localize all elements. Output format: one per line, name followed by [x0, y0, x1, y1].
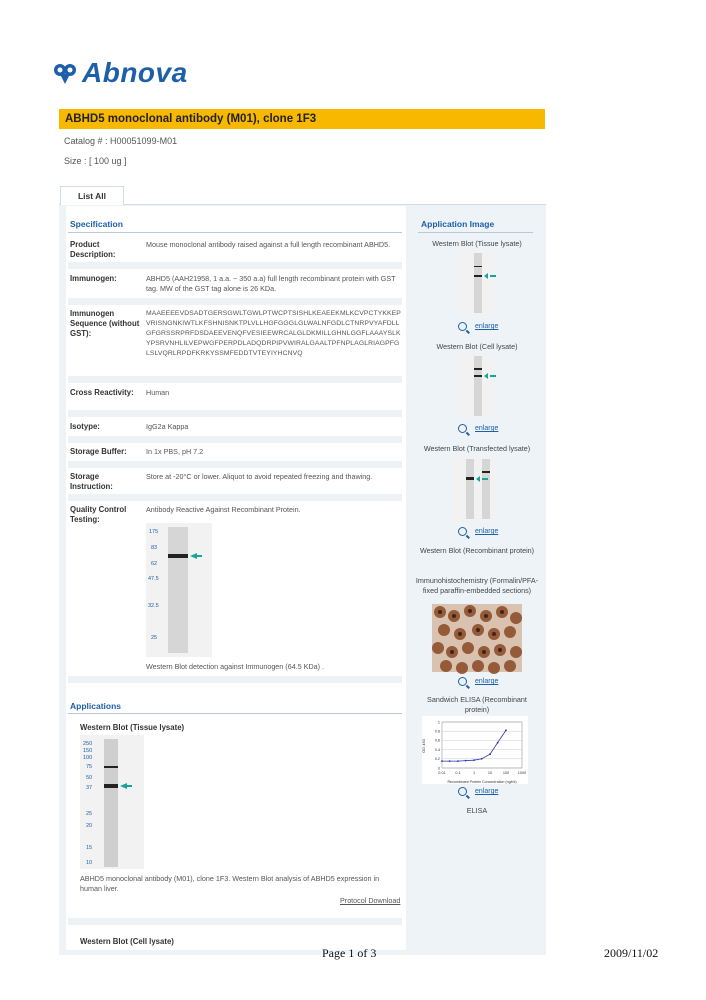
- qc-blot-caption: Western Blot detection against Immunogen (64.5 KDa) .: [146, 662, 325, 671]
- storage-buffer-value: In 1x PBS, pH 7.2: [146, 447, 204, 456]
- immunogen-value: ABHD5 (AAH21958, 1 a.a. ~ 350 a.a) full length recombinant protein with GST tag. MW of the GST tag alone is 26 KDa.: [146, 274, 396, 293]
- storage-instruction-label: Storage Instruction:: [70, 472, 113, 491]
- elisa-data-point: [457, 760, 459, 762]
- thumb-immunohistochemistry[interactable]: [432, 604, 522, 672]
- app-image-title-4: Western Blot (Recombinant protein): [419, 546, 535, 555]
- app-image-title-1: Western Blot (Tissue lysate): [432, 239, 522, 248]
- elisa-ytick-label: 0: [437, 766, 440, 771]
- tissue-lysate-blot-image: [80, 735, 144, 869]
- elisa-data-point: [441, 760, 443, 762]
- enlarge-link-2[interactable]: enlarge: [458, 424, 498, 433]
- enlarge-link-3[interactable]: enlarge: [458, 527, 498, 536]
- storage-buffer-label: Storage Buffer:: [70, 447, 127, 456]
- band-arrow-icon: [476, 476, 480, 482]
- magnifier-icon: [458, 527, 467, 536]
- elisa-xtick-label: 0.01: [438, 771, 446, 775]
- marker-label: 175: [149, 529, 159, 535]
- row-separator: [68, 494, 402, 501]
- app-image-title-3: Western Blot (Transfected lysate): [423, 444, 531, 453]
- band-arrow-icon: [120, 783, 127, 789]
- marker-label: 50: [86, 775, 93, 781]
- app-image-title-5: Immunohistochemistry (Formalin/PFA-fixed paraffin-embedded sections): [415, 576, 539, 595]
- elisa-data-point: [505, 729, 507, 731]
- marker-label: 150: [83, 748, 93, 754]
- immunogen-sequence-value: MAAEEEEVDSADTGERSGWLTGWLPTWCPTSISHLKEAEEKMLKCVPCTYKKEPVRISNGNKIWTLKFSHNISNKTPLVLLHGFGGGLGLWALNFGDLCTNRPVYAFDLLGFGRSSRPRFDSDAEEVENQFVESIEEWRCALGLDKMILLGHNLGGFLAAAYSLKYPSRVNHLILVEPWGFPERPDLADQDRPIPVWIRALGAALTPFNPLAGLRIAGPFGLSLVQRLRPDFKRKYSSMFEDDTVTEYIYHCNVQ: [146, 310, 401, 357]
- magnifier-icon: [458, 424, 467, 433]
- tab-list-all[interactable]: List All: [60, 186, 124, 205]
- blot-band: [482, 471, 490, 473]
- specification-heading: Specification: [70, 219, 123, 229]
- marker-label: 75: [86, 764, 93, 770]
- elisa-data-point: [497, 742, 499, 744]
- storage-instruction-value: Store at -20°C or lower. Aliquot to avoid repeated freezing and thawing.: [146, 472, 373, 481]
- blot-band: [474, 266, 482, 267]
- blot-lane: [474, 253, 482, 313]
- elisa-data-point: [489, 753, 491, 755]
- marker-label: 15: [86, 845, 93, 851]
- isotype-value: IgG2a Kappa: [146, 422, 189, 431]
- product-description-value: Mouse monoclonal antibody raised against a full length recombinant ABHD5.: [146, 240, 391, 249]
- row-separator: [68, 436, 402, 443]
- thumb-wb-tissue-lysate[interactable]: [458, 251, 494, 315]
- elisa-data-point: [481, 758, 483, 760]
- abnova-logo[interactable]: [52, 58, 188, 88]
- row-separator: [68, 376, 402, 383]
- row-separator: [68, 461, 402, 468]
- enlarge-link-4[interactable]: enlarge: [458, 677, 498, 686]
- isotype-label: Isotype:: [70, 422, 100, 431]
- row-separator: [68, 676, 402, 683]
- elisa-xlabel: Recombinant Protein Concentration (ng/ml): [447, 780, 517, 784]
- blot-lane: [104, 739, 118, 867]
- marker-label: 10: [86, 860, 93, 866]
- marker-label: 250: [83, 741, 93, 747]
- elisa-ytick-label: 1: [437, 720, 440, 725]
- marker-label: 83: [151, 545, 158, 551]
- enlarge-link-1[interactable]: enlarge: [458, 322, 498, 331]
- elisa-xtick-label: 1000: [517, 771, 527, 775]
- elisa-xtick-label: 0.1: [455, 771, 461, 775]
- catalog-number: Catalog # : H00051099-M01: [64, 136, 178, 146]
- band-arrow-icon: [484, 273, 488, 279]
- marker-label: 37: [86, 785, 93, 791]
- app-image-title-6: Sandwich ELISA (Recombinant protein): [427, 695, 527, 714]
- cross-reactivity-label: Cross Reactivity:: [70, 388, 134, 397]
- thumb-wb-transfected-lysate[interactable]: [452, 457, 496, 521]
- enlarge-link-5[interactable]: enlarge: [458, 787, 498, 796]
- blot-band: [474, 368, 482, 370]
- page-number: Page 1 of 3: [322, 946, 377, 960]
- cross-reactivity-value: Human: [146, 388, 170, 397]
- band-arrow-icon: [484, 373, 488, 379]
- protocol-download-link[interactable]: Protocol Download: [340, 896, 401, 905]
- product-description-label: Product Description:: [70, 240, 116, 259]
- row-separator: [68, 410, 402, 417]
- marker-label: 47.5: [148, 576, 159, 582]
- blot-band: [168, 554, 188, 558]
- application-title: Western Blot (Tissue lysate): [80, 723, 185, 732]
- application-title: Western Blot (Cell lysate): [80, 937, 174, 946]
- marker-label: 62: [151, 561, 158, 567]
- qc-western-blot-image: [146, 523, 212, 657]
- marker-label: 32.5: [148, 603, 159, 609]
- marker-label: 20: [86, 823, 93, 829]
- marker-label: 25: [86, 811, 93, 817]
- elisa-data-point: [465, 760, 467, 762]
- blot-band: [466, 477, 474, 480]
- product-size: Size : [ 100 ug ]: [64, 156, 127, 166]
- app-image-title-2: Western Blot (Cell lysate): [436, 342, 518, 351]
- elisa-xtick-label: 1: [472, 771, 476, 775]
- magnifier-icon: [458, 322, 467, 331]
- blot-band: [474, 375, 482, 377]
- elisa-xtick-label: 100: [502, 771, 510, 775]
- magnifier-icon: [458, 677, 467, 686]
- elisa-ytick-label: 0.2: [434, 757, 440, 762]
- abnova-logo-icon: [52, 60, 78, 86]
- blot-band: [104, 784, 118, 788]
- thumb-wb-cell-lysate[interactable]: [458, 354, 494, 418]
- brand-name: Abnova: [82, 57, 188, 88]
- row-separator: [68, 918, 402, 925]
- blot-lane: [482, 459, 490, 519]
- blot-band: [474, 275, 482, 277]
- specification-divider: [68, 232, 402, 233]
- elisa-xtick-label: 10: [487, 771, 493, 775]
- elisa-ytick-label: 0.6: [434, 738, 440, 743]
- application-image-heading: Application Image: [421, 219, 495, 229]
- blot-lane: [466, 459, 474, 519]
- band-arrow-icon: [190, 553, 197, 559]
- quality-control-value: Antibody Reactive Against Recombinant Protein.: [146, 505, 301, 514]
- elisa-ylabel: OD 450: [421, 739, 426, 753]
- elisa-ytick-label: 0.4: [434, 747, 440, 752]
- elisa-data-point: [449, 760, 451, 762]
- tissue-lysate-caption: ABHD5 monoclonal antibody (M01), clone 1F3. Western Blot analysis of ABHD5 expression in human liver.: [80, 874, 380, 893]
- app-image-title-7: ELISA: [466, 806, 488, 815]
- blot-lane: [474, 356, 482, 416]
- applications-divider: [68, 713, 402, 714]
- immunogen-sequence-label: Immunogen Sequence (without GST):: [70, 309, 140, 338]
- print-date: 2009/11/02: [604, 946, 659, 960]
- application-image-divider: [418, 232, 533, 233]
- blot-lane: [168, 527, 188, 653]
- magnifier-icon: [458, 787, 467, 796]
- applications-heading: Applications: [70, 701, 122, 711]
- quality-control-label: Quality Control Testing:: [70, 505, 127, 524]
- row-separator: [68, 298, 402, 305]
- marker-label: 25: [151, 635, 158, 641]
- elisa-data-point: [473, 759, 475, 761]
- row-separator: [68, 262, 402, 269]
- product-title: ABHD5 monoclonal antibody (M01), clone 1F3: [59, 109, 545, 129]
- marker-label: 100: [83, 755, 93, 761]
- elisa-ytick-label: 0.8: [434, 729, 440, 734]
- elisa-chart[interactable]: [422, 716, 528, 784]
- blot-band: [104, 766, 118, 768]
- immunogen-label: Immunogen:: [70, 274, 117, 283]
